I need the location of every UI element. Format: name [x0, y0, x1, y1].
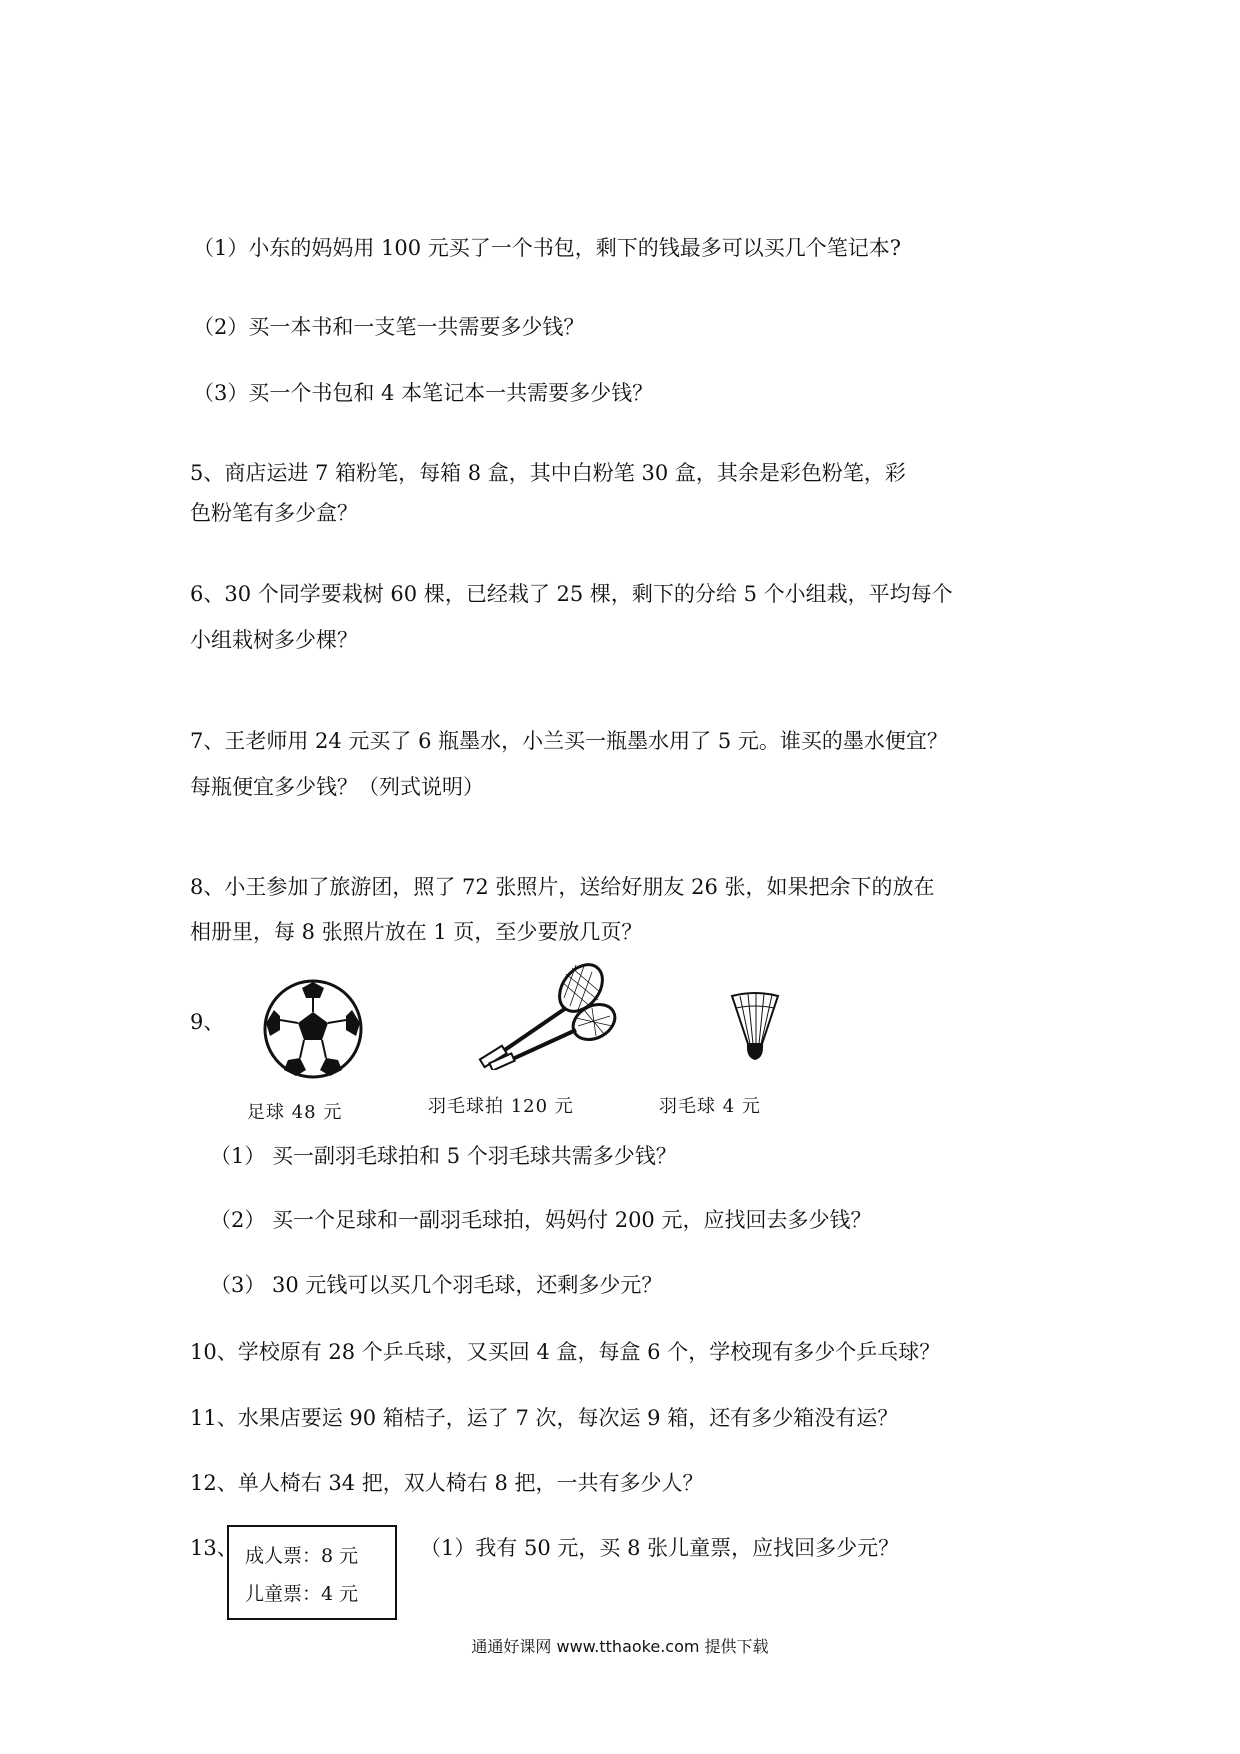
adult-ticket-price: 成人票：8 元	[245, 1545, 359, 1567]
q8-line2: 相册里，每 8 张照片放在 1 页，至少要放几页？	[190, 920, 643, 944]
q6-line2: 小组栽树多少棵？	[190, 628, 358, 652]
q13-label: 13、	[190, 1536, 238, 1560]
q10-text: 10、学校原有 28 个乒乓球，又买回 4 盒，每盒 6 个，学校现有多少个乒乓球？	[190, 1340, 941, 1364]
page-footer: 通通好课网 www.tthaoke.com 提供下载	[471, 1637, 769, 1656]
q9-label: 9、	[190, 1010, 225, 1034]
q7-line1: 7、王老师用 24 元买了 6 瓶墨水，小兰买一瓶墨水用了 5 元。谁买的墨水便宜？	[190, 729, 948, 753]
shuttlecock-icon	[728, 990, 782, 1062]
football-price-caption: 足球 48 元	[247, 1102, 343, 1123]
q9-sub1-text: （1） 买一副羽毛球拍和 5 个羽毛球共需多少钱？	[210, 1144, 677, 1168]
football-icon	[262, 978, 364, 1080]
q8-line1: 8、小王参加了旅游团，照了 72 张照片，送给好朋友 26 张，如果把余下的放在	[190, 875, 935, 899]
shuttlecock-price-caption: 羽毛球 4 元	[659, 1096, 761, 1117]
q9-sub2-text: （2） 买一个足球和一副羽毛球拍，妈妈付 200 元，应找回去多少钱？	[210, 1208, 872, 1232]
child-ticket-price: 儿童票：4 元	[245, 1583, 359, 1605]
q13-sub1-text: （1）我有 50 元，买 8 张儿童票，应找回多少元？	[420, 1536, 900, 1560]
q9-sub3-text: （3） 30 元钱可以买几个羽毛球，还剩多少元？	[210, 1273, 663, 1297]
q4-sub2-text: （2）买一本书和一支笔一共需要多少钱？	[193, 315, 585, 339]
ticket-price-box	[227, 1525, 397, 1620]
q5-line2: 色粉笔有多少盒？	[190, 501, 358, 525]
badminton-rackets-icon	[466, 960, 626, 1070]
q11-text: 11、水果店要运 90 箱桔子，运了 7 次，每次运 9 箱，还有多少箱没有运？	[190, 1406, 899, 1430]
racket-price-caption: 羽毛球拍 120 元	[428, 1096, 574, 1117]
q4-sub3-text: （3）买一个书包和 4 本笔记本一共需要多少钱？	[193, 381, 654, 405]
q6-line1: 6、30 个同学要栽树 60 棵，已经栽了 25 棵，剩下的分给 5 个小组栽，平均每个	[190, 582, 953, 606]
q12-text: 12、单人椅右 34 把，双人椅右 8 把，一共有多少人？	[190, 1471, 704, 1495]
q4-sub1-text: （1）小东的妈妈用 100 元买了一个书包，剩下的钱最多可以买几个笔记本?	[193, 236, 902, 260]
q7-line2: 每瓶便宜多少钱？（列式说明）	[190, 775, 484, 799]
q5-line1: 5、商店运进 7 箱粉笔，每箱 8 盒，其中白粉笔 30 盒，其余是彩色粉笔，彩	[190, 461, 906, 485]
